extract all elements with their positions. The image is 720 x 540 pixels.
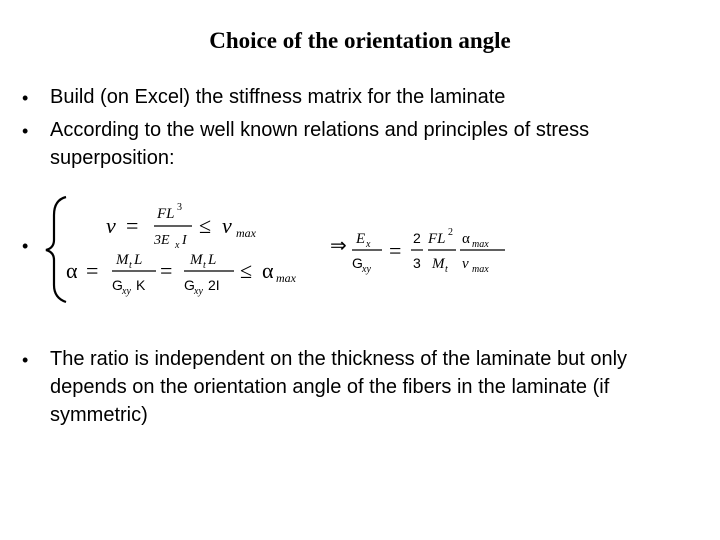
less-equal-sign: ≤	[199, 213, 212, 238]
fraction-alpha-subscript: max	[472, 239, 489, 250]
numerator-M: M	[190, 252, 203, 268]
subscript-x: x	[175, 240, 180, 251]
implies-arrow: ⇒	[330, 235, 347, 257]
numerator-L: L	[134, 252, 143, 268]
equals-sign: =	[160, 258, 173, 283]
denominator-K: K	[136, 277, 146, 293]
bullet-marker: •	[22, 236, 29, 256]
denominator-3E: 3E	[154, 233, 170, 248]
bullet-marker: •	[22, 350, 29, 370]
bullet-marker: •	[22, 121, 29, 141]
denominator-I: I	[182, 233, 187, 248]
denominator-2I: 2I	[208, 277, 220, 293]
denominator-G: G	[184, 277, 195, 293]
exponent-3: 3	[177, 202, 182, 213]
bullet-text-4: The ratio is independent on the thickness of the laminate but only depends on the orientation angle of the fibers in the laminate (if symmetric)	[50, 348, 628, 426]
fraction-M-subscript: t	[445, 264, 448, 275]
numerator-FL: FL	[157, 206, 175, 222]
fraction-2: 2	[413, 230, 421, 246]
subscript-xy: xy	[122, 286, 131, 297]
exponent-2: 2	[448, 227, 453, 238]
vmax-v: v	[222, 213, 232, 238]
fraction-3: 3	[413, 255, 421, 271]
ratio-E: E	[356, 231, 366, 247]
alpha-symbol: α	[66, 258, 78, 283]
bullet-text-2: According to the well known relations and principles of stress superposition:	[50, 119, 590, 169]
subscript-t: t	[129, 260, 132, 271]
ratio-G-subscript: xy	[362, 264, 371, 275]
less-equal-sign: ≤	[240, 258, 253, 283]
subscript-t: t	[203, 260, 206, 271]
v-symbol: v	[106, 213, 116, 238]
vmax-subscript: max	[236, 226, 256, 240]
equals-sign: =	[126, 213, 139, 238]
numerator-L: L	[208, 252, 217, 268]
ratio-E-subscript: x	[366, 239, 371, 250]
subscript-xy: xy	[194, 286, 203, 297]
fraction-v: v	[462, 256, 469, 272]
numerator-M: M	[116, 252, 129, 268]
fraction-alpha: α	[462, 231, 470, 247]
fraction-v-subscript: max	[472, 264, 489, 275]
alpha-max-subscript: max	[276, 271, 296, 285]
equals-sign: =	[389, 238, 402, 263]
alpha-max: α	[262, 258, 274, 283]
equals-sign: =	[86, 258, 99, 283]
slide-title: Choice of the orientation angle	[209, 28, 511, 53]
left-brace	[46, 197, 66, 302]
bullet-marker: •	[22, 88, 29, 108]
bullet-text-1: Build (on Excel) the stiffness matrix for the laminate	[50, 86, 506, 108]
ratio-G: G	[352, 255, 363, 271]
denominator-G: G	[112, 277, 123, 293]
fraction-FL: FL	[428, 231, 446, 247]
fraction-M: M	[432, 256, 445, 272]
